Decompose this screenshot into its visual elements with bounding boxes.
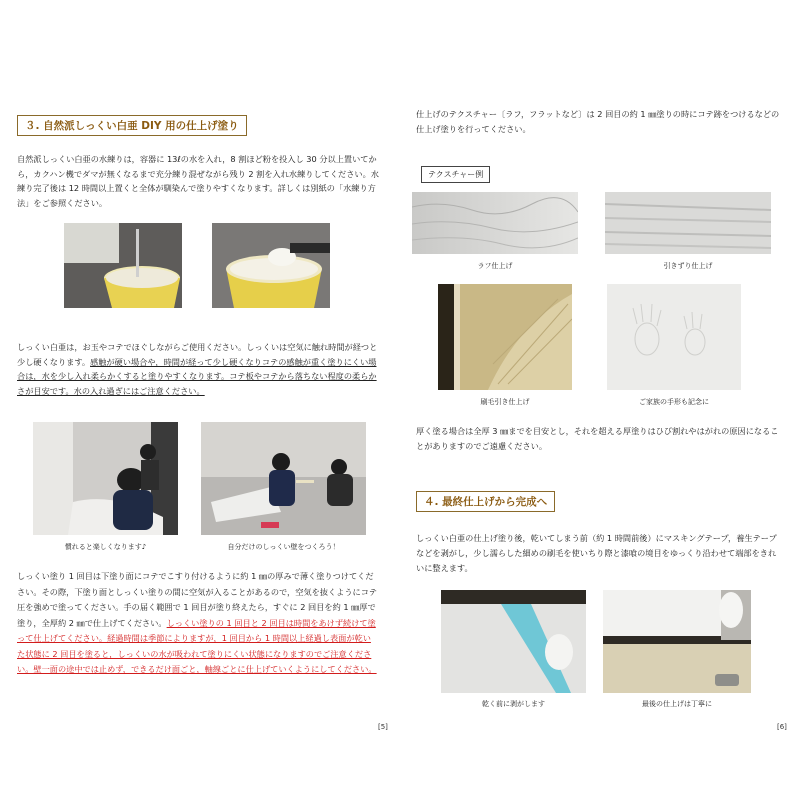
- photo-drag-finish: [605, 192, 771, 254]
- left-paragraph-2: [17, 340, 379, 398]
- photo-final-finish: [603, 590, 751, 693]
- caption-fun: 慣れると楽しくなります♪: [64, 543, 147, 551]
- right-paragraph-3: しっくい白亜の仕上げ塗り後，乾いてしまう前（約 1 時間前後）にマスキングテープ，養生テープなどを剥がし，少し濡らした細めの刷毛を使いちり際と漆喰の境目をゆっくり沿わせて端部をきれいに整えます。: [416, 533, 777, 573]
- left-paragraph-2-text: しっくい白亜は，お玉やコテでほぐしながらご使用ください。しっくいは空気に触れ時間が経つと少し硬くなります。: [17, 342, 378, 367]
- left-paragraph-2-underlined: 感触が硬い場合や，時間が経って少し硬くなりコテの感触が重く塗りにくい場合は，水を少し入れ柔らかくすると塗りやすくなります。コテ板やコテから落ちない程度の柔らかさが目安です。水の入れ過ぎにはご注意ください。: [17, 356, 377, 396]
- caption-final: 最後の仕上げは丁寧に: [642, 700, 712, 708]
- photo-rough-finish: [412, 192, 578, 254]
- right-paragraph-1: 仕上げのテクスチャー〔ラフ，フラットなど〕は 2 回目の約 1 ㎜塗りの時にコテ跡をつけるなどの仕上げ塗りを行ってください。: [416, 109, 780, 134]
- right-paragraph-2: 厚く塗る場合は全厚 3 ㎜までを目安とし，それを超える厚塗りはひび割れやはがれの原因になることがありますのでご遠慮ください。: [416, 426, 779, 451]
- caption-drag: 引きずり仕上げ: [663, 262, 713, 270]
- left-paragraph-3-text: しっくい塗り 1 回目は下塗り面にコテでこすり付けるように約 1 ㎜の厚みで薄く塗りつけてください。その際，下塗り面としっくい塗りの間に空気が入ることがあるので，空気を抜くようにコテ圧を強めで塗ってください。手の届く範囲で 1 回目が塗り終えたら，すぐに 2 回目を約 1 ㎜厚で塗り，全厚約 2 ㎜で仕上げてください。: [17, 571, 378, 628]
- caption-handprint: ご家族の手形も記念に: [639, 398, 709, 406]
- photo-brush-finish: [438, 284, 572, 390]
- photo-handprint: [607, 284, 741, 390]
- left-paragraph-3: [17, 569, 379, 678]
- left-paragraph-1: 自然派しっくい白亜の水練りは，容器に 13ℓの水を入れ，8 割ほど粉を投入し 30 分以上置いてから，カクハン機でダマが無くなるまで充分練り混ぜながら残り 2 割を入れ水練りしてください。水練り完了後は 12 時間以上置くと全体が馴染んで塗りやすくなります。詳しくは別紙の「水練り方法」をご参照ください。: [17, 154, 379, 208]
- caption-tape: 乾く前に剥がします: [482, 700, 545, 708]
- caption-brush: 刷毛引き仕上げ: [480, 398, 530, 406]
- caption-rough: ラフ仕上げ: [477, 262, 513, 270]
- photo-child-crouching: [201, 422, 366, 535]
- page-number-right: [6]: [777, 723, 787, 731]
- section-4-heading: ４. 最終仕上げから完成へ: [416, 491, 555, 512]
- left-paragraph-3-warning: しっくい塗りの 1 回目と 2 回目は時間をあけず続けて塗って仕上げてください。経過時間は季節によりますが，1 回目から 1 時間以上経過し表面が乾いた状態に 2 回目を塗ると，しっくいの水が吸われて塗りにくい状態になりますのでご注意ください。壁一面の途中では止めず，できるだけ面ごと，軸線ごとに仕上げていくようにしてください。: [17, 617, 377, 674]
- photo-girl-plastering: [33, 422, 178, 535]
- texture-examples-label: テクスチャー例: [421, 166, 490, 183]
- photo-bucket-pour: [64, 223, 182, 308]
- page-number-left: [5]: [378, 723, 388, 731]
- caption-own-wall: 自分だけのしっくい壁をつくろう！: [227, 543, 340, 551]
- photo-scoop-plaster: [212, 223, 330, 308]
- photo-tape-removal: [441, 590, 586, 693]
- section-3-heading: ３. 自然派しっくい白亜 DIY 用の仕上げ塗り: [17, 115, 247, 136]
